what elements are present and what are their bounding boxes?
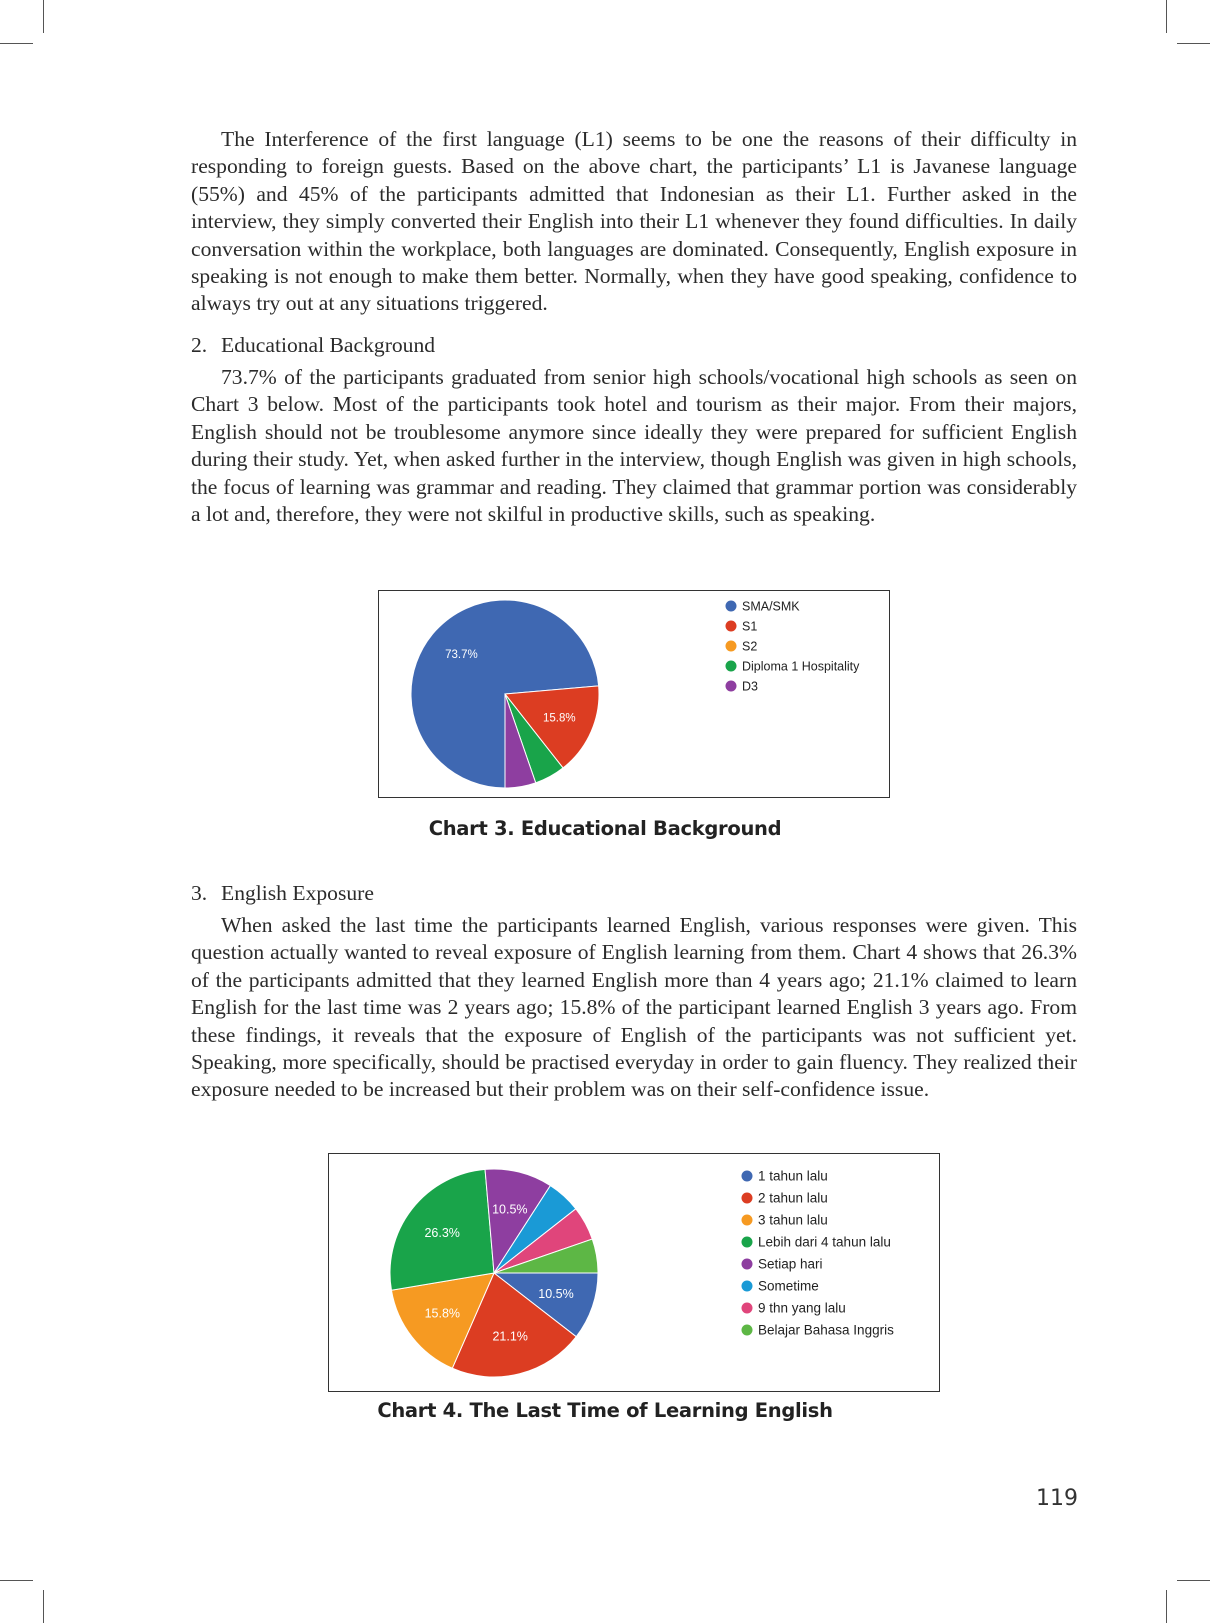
legend-marker [742,1215,753,1226]
legend-label-2-tahun-lalu: 2 tahun lalu [758,1190,828,1206]
crop-mark [43,0,44,33]
legend-label-setiap-hari: Setiap hari [758,1256,823,1272]
intro-paragraph: The Interference of the first language (L1) seems to be one the reasons of their difficulty in responding to foreign guests. Based on the above chart, the participants’ L1 is Javanese language (55%) and 45% of the participants admitted that Indonesian as their L1. Further asked in the interview, they simply converted their English into their L1 whenever they found difficulties. In daily conversation within the workplace, both languages are dominated. Consequently, English exposure in speaking is not enough to make them better. Normally, when they have good speaking, confidence to always try out at any situations triggered. [191,127,1077,316]
chart-3-caption: Chart 3. Educational Background [428,817,782,840]
section-heading-exposure [191,880,1077,907]
crop-mark [43,1590,44,1623]
crop-mark [0,1580,33,1581]
legend-marker [726,601,737,612]
section-heading-education [191,332,1077,359]
page-number: 119 [1036,1486,1078,1511]
crop-mark [1177,1580,1210,1581]
intro-paragraph-block [191,126,1077,318]
legend-label-3-tahun-lalu: 3 tahun lalu [758,1212,828,1228]
legend-label-s2: S2 [742,639,758,654]
legend-marker [742,1171,753,1182]
chart-4-frame [328,1153,940,1392]
data-label: 15.8% [424,1306,461,1321]
exposure-paragraph-block [191,912,1077,1104]
legend-label-1-tahun-lalu: 1 tahun lalu [758,1168,828,1184]
legend-marker [726,661,737,672]
crop-mark [1177,43,1210,44]
chart-3-frame [378,590,890,798]
legend-marker [742,1193,753,1204]
legend-marker [726,641,737,652]
legend-marker [742,1325,753,1336]
crop-mark [1166,1590,1167,1623]
exposure-paragraph: When asked the last time the participants learned English, various responses were given. This question actually wanted to reveal exposure of English learning from them. Chart 4 shows that 26.3% of the participants admitted that they learned English more than 4 years ago; 21.1% claimed to learn English for the last time was 2 years ago; 15.8% of the participant learned English 3 years ago. From these findings, it reveals that the exposure of English of the participants was not sufficient yet. Speaking, more specifically, should be practised everyday in order to gain fluency. They realized their exposure needed to be increased but their problem was on their self-confidence issue. [191,913,1077,1102]
legend-label-sometime: Sometime [758,1278,819,1294]
data-label: 73.7% [445,649,478,661]
data-label: 21.1% [492,1329,528,1344]
legend-marker [742,1237,753,1248]
section-number: 3. [191,881,208,905]
legend-label-belajar-bahasa-inggris: Belajar Bahasa Inggris [758,1322,894,1338]
data-label: 10.5% [492,1202,528,1217]
legend-marker [742,1303,753,1314]
crop-mark [1166,0,1167,33]
legend-marker [726,621,737,632]
legend-marker [742,1281,753,1292]
section-title: Educational Background [221,333,436,357]
section-title: English Exposure [221,881,374,905]
data-label: 26.3% [424,1225,460,1240]
legend-marker [726,681,737,692]
section-number: 2. [191,333,208,357]
data-label: 15.8% [542,712,576,725]
data-label: 10.5% [538,1287,574,1302]
chart-4-caption: Chart 4. The Last Time of Learning English [377,1399,833,1422]
chart-3-pie [379,591,891,799]
legend-label-diploma-1-hospitality: Diploma 1 Hospitality [742,659,860,674]
crop-mark [0,43,33,44]
legend-label-s1: S1 [742,619,758,634]
legend-marker [742,1259,753,1270]
legend-label-lebih-dari-4-tahun-lalu: Lebih dari 4 tahun lalu [758,1234,891,1250]
chart-4-pie [329,1154,941,1393]
legend-label-d3: D3 [742,679,758,694]
education-paragraph: 73.7% of the participants graduated from senior high schools/vocational high schools as seen on Chart 3 below. Most of the participants took hotel and tourism as their major. From their majors, English should not be troublesome anymore since ideally they were prepared for sufficient English during their study. Yet, when asked further in the interview, though English was given in high schools, the focus of learning was grammar and reading. They claimed that grammar portion was considerably a lot and, therefore, they were not skilful in productive skills, such as speaking. [191,365,1077,527]
legend-label-9-thn-yang-lalu: 9 thn yang lalu [758,1300,846,1316]
education-paragraph-block [191,364,1077,528]
legend-label-sma-smk: SMA/SMK [742,599,800,614]
